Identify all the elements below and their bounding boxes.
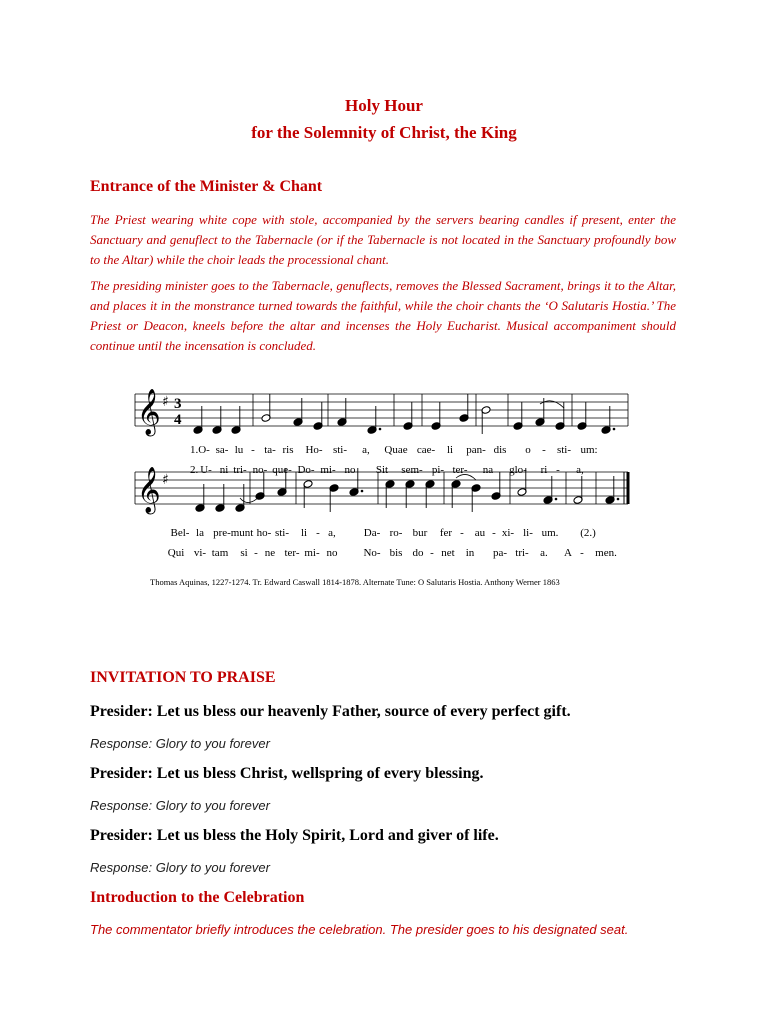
lyric-line-2-verse-2: -: [254, 547, 258, 559]
key-signature-sharp-icon: ♯: [162, 394, 169, 410]
lyric-line-2-verse-1: -: [492, 527, 496, 539]
lyric-line-2-verse-1: munt: [230, 527, 254, 539]
lyric-line-2-verse-1: ho-: [256, 527, 272, 539]
note: [471, 484, 481, 512]
staff-1: [135, 394, 628, 426]
lyric-line-2-verse-2: in: [465, 547, 475, 559]
lyric-line-1-verse-2: no-: [252, 464, 268, 476]
lyric-line-2-verse-1: (2.): [580, 527, 596, 539]
lyric-line-1-verse-2: U-: [200, 464, 212, 476]
lyric-line-1-verse-1: Ho-: [305, 444, 323, 456]
lyric-line-2-verse-2: si: [240, 547, 248, 559]
lyric-line-1-verse-2: pi-: [431, 464, 445, 476]
time-signature-bottom: 4: [174, 412, 182, 428]
time-signature-top: 3: [174, 396, 182, 412]
lyric-line-2-verse-2: net: [441, 547, 455, 559]
introduction-heading: Introduction to the Celebration: [90, 889, 305, 906]
lyric-line-2-verse-1: um.: [541, 527, 559, 539]
lyric-line-1-verse-1: sti-: [332, 444, 348, 456]
response-line-3: Response: Glory to you forever: [90, 860, 270, 875]
lyric-line-1-verse-1: o: [525, 444, 531, 456]
note: [261, 394, 271, 422]
lyric-line-1-verse-2: que-: [272, 464, 292, 476]
note: [481, 406, 491, 434]
entrance-rubric-1: The Priest wearing white cope with stole, accompanied by the servers bearing candles if present, enter the Sanctuary and genuflect to the Tabernacle (or if the Tabernacle is not located in the Sanctuary profoundly bow to the Altar) while the choir leads the processional chant.: [90, 212, 676, 267]
lyric-line-1-verse-1: sa-: [215, 444, 229, 456]
note: [403, 402, 413, 430]
treble-clef-icon-2: 𝄞: [137, 467, 161, 513]
lyric-line-1-verse-1: li: [446, 444, 454, 456]
lyric-line-2-verse-1: li-: [523, 527, 533, 539]
lyric-line-1-verse-2: no: [344, 464, 356, 476]
introduction-rubric: The commentator briefly introduces the celebration. The presider goes to his designated seat.: [90, 922, 629, 937]
lyric-line-2-verse-2: do: [412, 547, 424, 559]
lyric-line-1-verse-1: dis: [493, 444, 507, 456]
note: [459, 394, 469, 422]
entrance-heading: Entrance of the Minister & Chant: [90, 178, 323, 195]
verse-2-number: 2.: [190, 464, 199, 476]
lyric-line-2-verse-2: -: [580, 547, 584, 559]
lyric-line-1-verse-2: ri: [540, 464, 548, 476]
invitation-heading: INVITATION TO PRAISE: [90, 669, 276, 686]
lyric-line-1-verse-2: sem-: [401, 464, 423, 476]
note: [513, 402, 523, 430]
entrance-rubric-2: The presiding minister goes to the Tabernacle, genuflects, removes the Blessed Sacrament, brings it to the Altar, and places it in the monstrance turned towards the faithful, while the choir chants the ‘O Salutaris Hostia.’ The Priest or Deacon, kneels before the altar and incenses the Holy Eucharist. Musical accompaniment should continue until the incensation is concluded.: [90, 278, 676, 353]
lyric-line-2-verse-2: ne: [264, 547, 276, 559]
note: [555, 402, 565, 430]
lyric-line-2-verse-2: a.: [540, 547, 548, 559]
lyric-line-2-verse-1: -: [460, 527, 464, 539]
lyric-line-1-verse-2: ni: [219, 464, 229, 476]
lyric-line-2-verse-2: no: [326, 547, 338, 559]
treble-clef-icon: 𝄞: [137, 389, 161, 435]
lyric-line-1-verse-2: Sit: [375, 464, 389, 476]
lyric-line-1-verse-1: -: [542, 444, 546, 456]
lyric-line-1-verse-1: -: [251, 444, 255, 456]
lyric-line-2-verse-2: A: [564, 547, 572, 559]
document-subtitle: for the Solemnity of Christ, the King: [251, 123, 517, 142]
staff-1-notes: [193, 394, 615, 434]
lyric-line-1-verse-2: ter-: [452, 464, 468, 476]
note: [491, 472, 501, 500]
lyric-line-1-verse-1: Quae: [384, 444, 408, 456]
lyric-line-2-verse-2: vi-: [193, 547, 207, 559]
hymn-credit: Thomas Aquinas, 1227-1274. Tr. Edward Caswall 1814-1878. Alternate Tune: O Salutaris Hostia. Anthony Werner 1863: [150, 577, 560, 587]
staff-2: [135, 472, 628, 504]
lyric-line-2-verse-1: xi-: [501, 527, 515, 539]
lyric-line-1-verse-1: ta-: [264, 444, 276, 456]
lyric-line-1-verse-2: na: [482, 464, 494, 476]
lyric-line-1-verse-2: tri-: [233, 464, 247, 476]
lyric-line-2-verse-2: mi-: [304, 547, 320, 559]
lyric-line-2-verse-1: Da-: [363, 527, 381, 539]
note: [329, 484, 339, 512]
response-line-2: Response: Glory to you forever: [90, 798, 270, 813]
lyric-line-1-verse-1: a,: [362, 444, 370, 456]
lyric-line-1-verse-1: O-: [198, 444, 210, 456]
lyric-line-2-verse-1: Bel-: [170, 527, 190, 539]
lyric-line-1-verse-1: sti-: [556, 444, 572, 456]
lyric-line-1-verse-2: -: [556, 464, 560, 476]
lyric-line-1-verse-2: glo-: [509, 464, 527, 476]
lyric-line-1-verse-1: pan-: [466, 444, 486, 456]
lyric-line-2-verse-1: a,: [328, 527, 336, 539]
lyric-line-2-verse-2: pa-: [492, 547, 508, 559]
presider-line-3: Presider: Let us bless the Holy Spirit, Lord and giver of life.: [90, 827, 499, 844]
lyric-line-1-verse-2: mi-: [320, 464, 336, 476]
lyric-line-2-verse-1: pre-: [213, 527, 231, 539]
presider-line-2: Presider: Let us bless Christ, wellspring of every blessing.: [90, 765, 484, 782]
note: [577, 402, 587, 430]
lyric-line-2-verse-1: -: [316, 527, 320, 539]
lyric-line-2-verse-2: -: [430, 547, 434, 559]
presider-line-1: Presider: Let us bless our heavenly Father, source of every perfect gift.: [90, 703, 571, 720]
lyric-line-1-verse-1: cae-: [416, 444, 436, 456]
lyric-line-2-verse-1: bur: [412, 527, 428, 539]
verse-1-number: 1.: [190, 444, 199, 456]
lyric-line-2-verse-1: la: [196, 527, 204, 539]
document-title: Holy Hour: [345, 96, 423, 115]
key-signature-sharp-icon-2: ♯: [162, 472, 169, 488]
lyric-line-2-verse-2: ter-: [284, 547, 300, 559]
lyric-line-2-verse-2: tam: [211, 547, 229, 559]
response-line-1: Response: Glory to you forever: [90, 736, 270, 751]
lyric-line-2-verse-1: ro-: [389, 527, 403, 539]
lyric-line-1-verse-2: Do-: [297, 464, 315, 476]
lyric-line-1-verse-1: lu: [234, 444, 244, 456]
lyric-line-1-verse-2: a,: [576, 464, 584, 476]
lyric-line-2-verse-1: li: [300, 527, 308, 539]
hymn-score: [120, 378, 640, 593]
note: [431, 402, 441, 430]
note: [313, 402, 323, 430]
lyric-line-2-verse-2: No-: [363, 547, 381, 559]
lyric-line-2-verse-2: Qui: [167, 547, 185, 559]
lyric-line-2-verse-1: au: [474, 527, 486, 539]
lyric-line-1-verse-1: um:: [580, 444, 598, 456]
lyric-line-2-verse-1: fer: [439, 527, 453, 539]
lyric-line-1-verse-1: ris: [282, 444, 294, 456]
lyric-line-2-verse-2: men.: [595, 547, 617, 559]
lyric-line-2-verse-1: sti-: [274, 527, 290, 539]
lyric-line-2-verse-2: tri-: [515, 547, 529, 559]
lyric-line-2-verse-2: bis: [389, 547, 403, 559]
